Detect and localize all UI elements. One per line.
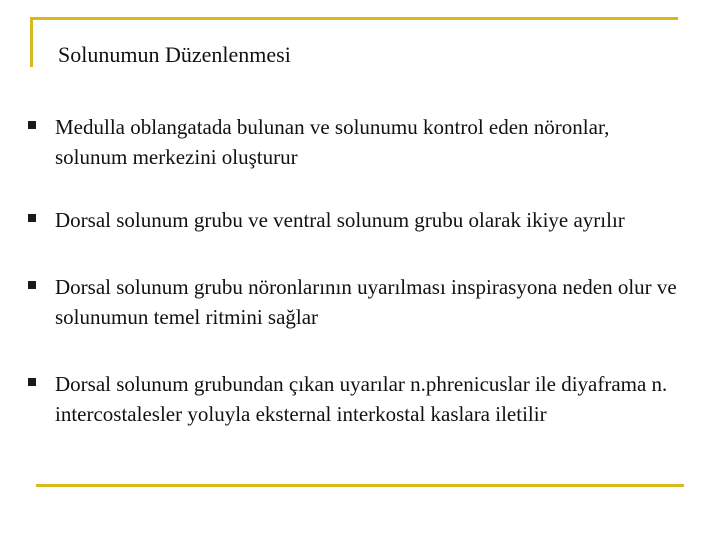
slide-title: Solunumun Düzenlenmesi <box>58 42 291 67</box>
frame-left-border <box>30 17 33 67</box>
bullet-text: Dorsal solunum grubu ve ventral solunum grubu olarak ikiye ayrılır <box>55 208 625 232</box>
bullet-text: Dorsal solunum grubundan çıkan uyarılar n.phrenicuslar ile diyaframa n. intercostalesler yoluyla eksternal interkostal kaslara iletilir <box>55 372 668 426</box>
bullet-text: Dorsal solunum grubu nöronlarının uyarılması inspirasyona neden olur ve solunumun temel ritmini sağlar <box>55 275 677 329</box>
bullet-square-icon <box>28 281 36 289</box>
bullet-square-icon <box>28 214 36 222</box>
bullet-square-icon <box>28 378 36 386</box>
bullet-square-icon <box>28 121 36 129</box>
bullet-text: Medulla oblangatada bulunan ve solunumu kontrol eden nöronlar, solunum merkezini oluşturur <box>55 115 610 169</box>
frame-bottom-border <box>36 484 684 487</box>
frame-top-border <box>30 17 678 20</box>
